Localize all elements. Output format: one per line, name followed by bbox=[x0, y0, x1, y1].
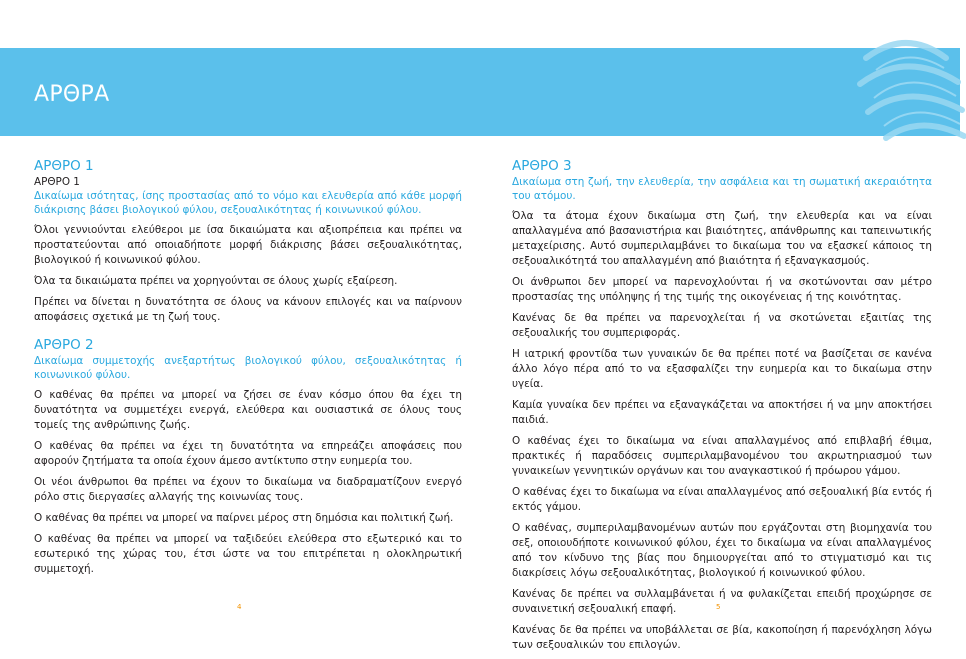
header-band bbox=[0, 48, 960, 136]
article-1-paragraph: Πρέπει να δίνεται η δυνατότητα σε όλους να κάνουν επιλογές και να παίρνουν αποφάσεις σχετικά με τη ζωή τους. bbox=[34, 296, 462, 323]
article-3-heading: ΑΡΘΡΟ 3 bbox=[512, 158, 572, 174]
article-2-paragraph: Ο καθένας θα πρέπει να μπορεί να ζήσει σε έναν κόσμο όπου θα έχει τη δυνατότητα να συμμετέχει ενεργά, ελεύθερα και ουσιαστικά σε όλους τους τομείς της ανθρώπινης ζωής. bbox=[34, 389, 462, 431]
article-1-label: ΑΡΘΡΟ 1 bbox=[34, 176, 80, 188]
left-column bbox=[34, 158, 462, 583]
article-1-heading: ΑΡΘΡΟ 1 bbox=[34, 158, 94, 174]
article-3-paragraph: Καμία γυναίκα δεν πρέπει να εξαναγκάζεται να αποκτήσει ή να μην αποκτήσει παιδιά. bbox=[512, 399, 932, 426]
article-3-paragraph: Ο καθένας, συμπεριλαμβανομένων αυτών που εργάζονται στη βιομηχανία του σεξ, οποιουδήποτε κοινωνικού φύλου, έχει το δικαίωμα να είναι απαλλαγμένος από τον κίνδυνο της βίας που δημιουργείται από το στιγματισμό και τις διακρίσεις λόγω σεξουαλικότητας, βιολογικού ή κοινωνικού φύλου. bbox=[512, 522, 932, 579]
page-number-left: 4 bbox=[237, 603, 242, 611]
article-2-paragraph: Ο καθένας θα πρέπει να έχει τη δυνατότητα να επηρεάζει αποφάσεις που αφορούν ζητήματα τα οποία έχουν άμεσο αντίκτυπο στην ευημερία του. bbox=[34, 440, 462, 467]
article-1-paragraph: Όλοι γεννιούνται ελεύθεροι με ίσα δικαιώματα και αξιοπρέπεια και πρέπει να προστατεύονται από οποιαδήποτε μορφή διάκρισης βάσει σεξουαλικότητας, βιολογικού ή κοινωνικού φύλου. bbox=[34, 224, 462, 266]
article-3-paragraph: Η ιατρική φροντίδα των γυναικών δε θα πρέπει ποτέ να βασίζεται σε κανένα άλλο λόγο πέρα από το να εξασφαλίζει την ευημερία και το δικαίωμα στην υγεία. bbox=[512, 348, 932, 390]
article-3-subtitle: Δικαίωμα στη ζωή, την ελευθερία, την ασφάλεια και τη σωματική ακεραιότητα του ατόμου. bbox=[512, 176, 932, 202]
article-3-paragraph: Κανένας δε πρέπει να συλλαμβάνεται ή να φυλακίζεται επειδή προχώρησε σε συναινετική σεξουαλική επαφή. bbox=[512, 588, 932, 615]
article-2-heading: ΑΡΘΡΟ 2 bbox=[34, 337, 94, 353]
decorative-swirl-graphic bbox=[846, 38, 966, 146]
article-3-paragraph: Οι άνθρωποι δεν μπορεί να παρενοχλούνται ή να σκοτώνονται σαν μέτρο προστασίας της υπόληψης ή της τιμής της οικογένειας ή της κοινότητας. bbox=[512, 276, 932, 303]
top-margin bbox=[0, 0, 960, 48]
article-2-paragraph: Ο καθένας θα πρέπει να μπορεί να ταξιδεύει ελεύθερα στο εξωτερικό και το εσωτερικό της χώρας του, έτσι ώστε να του επιτρέπεται η ολοκληρωτική συμμετοχή. bbox=[34, 533, 462, 575]
article-3-paragraph: Ο καθένας έχει το δικαίωμα να είναι απαλλαγμένος από επιβλαβή έθιμα, πρακτικές ή παραδόσεις συμπεριλαμβανομένου του ακρωτηριασμού των γυναικείων γεννητικών οργάνων και του αναγκαστικού ή πρόωρου γάμου. bbox=[512, 435, 932, 477]
article-1-paragraph: Όλα τα δικαιώματα πρέπει να χορηγούνται σε όλους χωρίς εξαίρεση. bbox=[34, 275, 398, 287]
article-3-paragraph: Κανένας δε θα πρέπει να υποβάλλεται σε βία, κακοποίηση ή παρενόχληση λόγω των σεξουαλικών του επιλογών. bbox=[512, 624, 932, 651]
article-3-paragraph: Ο καθένας έχει το δικαίωμα να είναι απαλλαγμένος από σεξουαλική βία εντός ή εκτός γάμου. bbox=[512, 486, 932, 513]
article-1-subtitle: Δικαίωμα ισότητας, ίσης προστασίας από το νόμο και ελευθερία από κάθε μορφή διάκρισης βάσει βιολογικού φύλου, σεξουαλικότητας ή κοινωνικού φύλου. bbox=[34, 190, 462, 216]
article-2-subtitle: Δικαίωμα συμμετοχής ανεξαρτήτως βιολογικού φύλου, σεξουαλικότητας ή κοινωνικού φύλου. bbox=[34, 355, 462, 381]
right-column bbox=[512, 158, 932, 659]
page-number-right: 5 bbox=[716, 603, 721, 611]
article-2-paragraph: Οι νέοι άνθρωποι θα πρέπει να έχουν το δικαίωμα να διαδραματίζουν ενεργό ρόλο στις διεργασίες αλλαγής της κοινωνίας τους. bbox=[34, 476, 462, 503]
page-title: ΑΡΘΡΑ bbox=[34, 82, 110, 107]
article-3-paragraph: Όλα τα άτομα έχουν δικαίωμα στη ζωή, την ελευθερία και να είναι απαλλαγμένα από βασανιστήρια και βιαιότητες, απάνθρωπης και ταπεινωτικής μεταχείρισης. Αυτό συμπεριλαμβάνει το δικαίωμα του να εξασκεί κάποιος τη σεξουαλικότητά του απαλλαγμένη από βιαιότητα ή εξαναγκασμούς. bbox=[512, 210, 932, 267]
article-2-paragraph: Ο καθένας θα πρέπει να μπορεί να παίρνει μέρος στη δημόσια και πολιτική ζωή. bbox=[34, 512, 454, 524]
article-3-paragraph: Κανένας δε θα πρέπει να παρενοχλείται ή να σκοτώνεται εξαιτίας της σεξουαλικής του συμπεριφοράς. bbox=[512, 312, 932, 339]
